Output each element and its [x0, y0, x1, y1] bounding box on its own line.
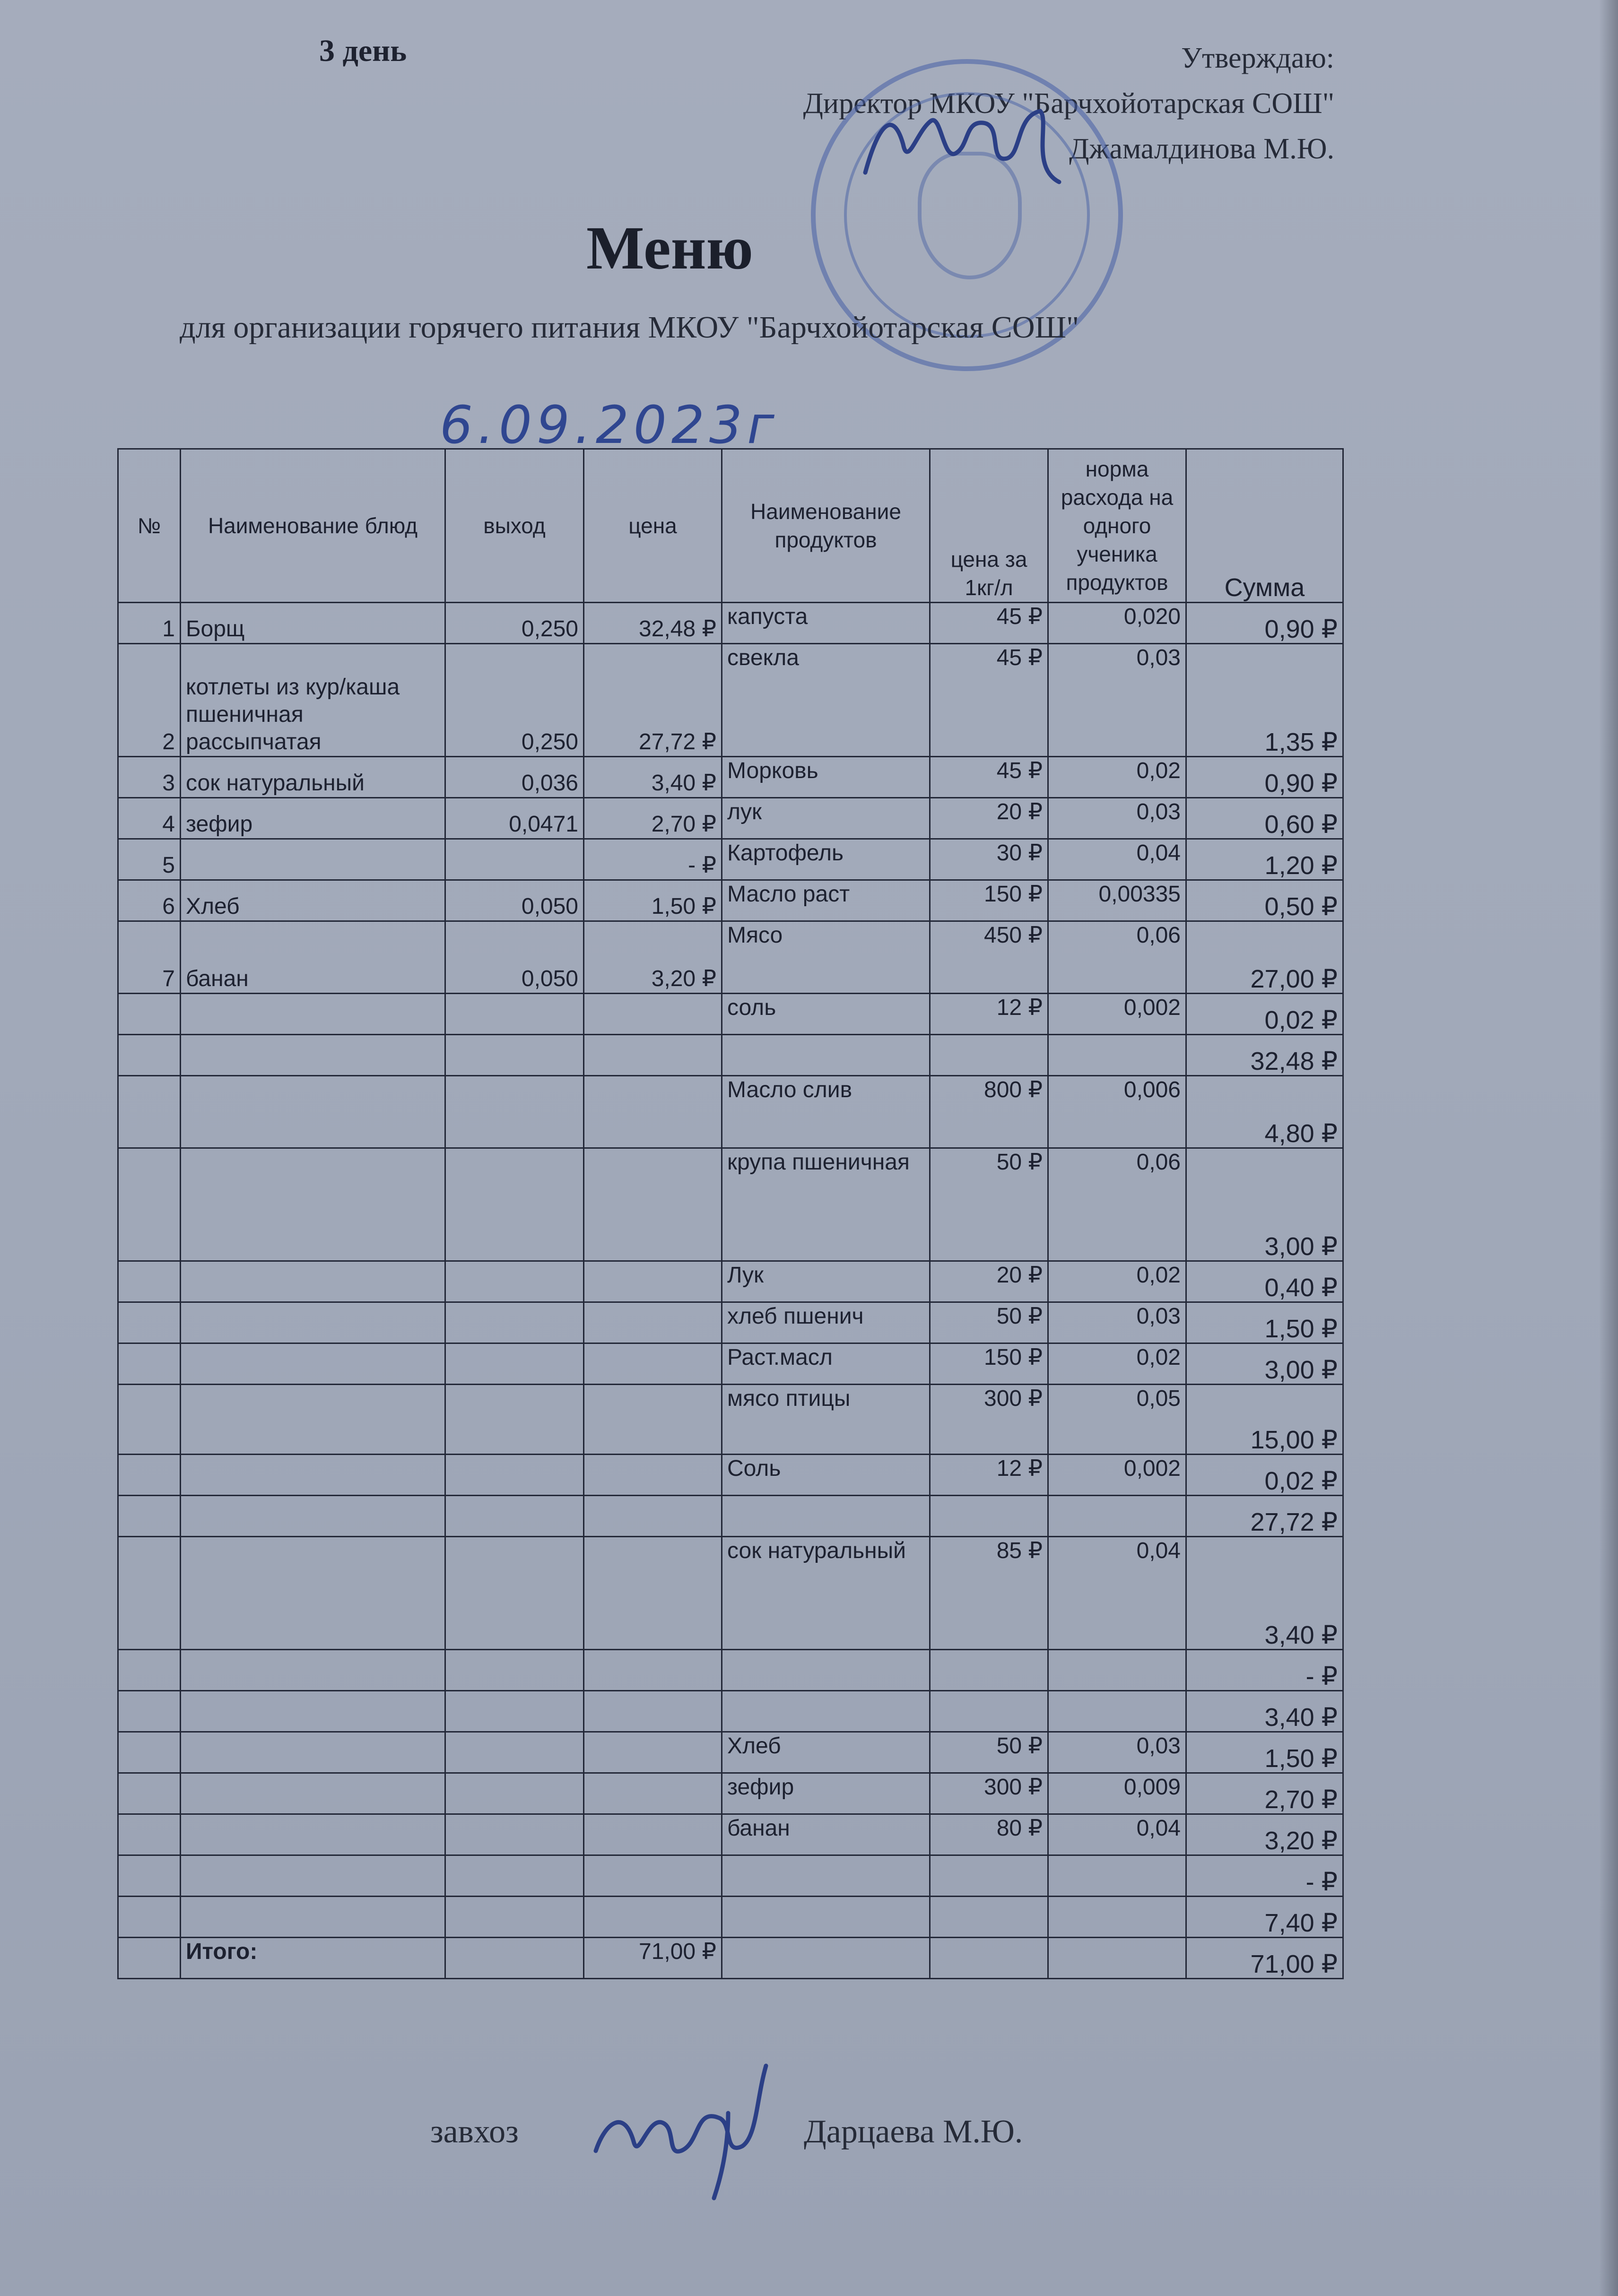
- approver-name: Джамалдинова М.Ю.: [1069, 133, 1334, 165]
- row-norm: [1048, 1650, 1186, 1691]
- table-row: [118, 1455, 1343, 1496]
- row-price-per-kg: 85 ₽: [930, 1537, 1048, 1650]
- row-dish: сок натуральный: [181, 757, 445, 798]
- row-num: [118, 1455, 181, 1496]
- table-row: [118, 603, 1343, 644]
- col-header-dish: Наименование блюд: [181, 449, 445, 603]
- row-sum: 3,00 ₽: [1186, 1148, 1343, 1261]
- row-output: [445, 1496, 584, 1537]
- director-signature: [861, 102, 1064, 191]
- page-subtitle: для организации горячего питания МКОУ "Барчхойотарская СОШ": [180, 310, 1079, 345]
- row-output: [445, 1537, 584, 1650]
- row-output: [445, 1385, 584, 1455]
- row-sum: 32,48 ₽: [1186, 1035, 1343, 1076]
- row-price-per-kg: [930, 1897, 1048, 1938]
- row-num: [118, 1261, 181, 1302]
- row-price: [584, 1773, 722, 1814]
- row-dish: зефир: [181, 798, 445, 839]
- menu-table: [117, 448, 1344, 1979]
- row-price: 32,48 ₽: [584, 603, 722, 644]
- row-num: [118, 1537, 181, 1650]
- row-product: [722, 1035, 930, 1076]
- row-product: свекла: [722, 644, 930, 757]
- row-product: банан: [722, 1814, 930, 1855]
- row-output: [445, 1691, 584, 1732]
- row-num: [118, 1302, 181, 1343]
- row-price: 3,40 ₽: [584, 757, 722, 798]
- row-sum: 0,50 ₽: [1186, 880, 1343, 921]
- row-output: 0,050: [445, 880, 584, 921]
- paper-edge-shadow: [1599, 0, 1618, 2296]
- table-row: [118, 1537, 1343, 1650]
- row-sum: - ₽: [1186, 1855, 1343, 1897]
- total-price: 71,00 ₽: [584, 1938, 722, 1979]
- col-header-norm: норма расхода на одного ученика продуктов: [1048, 449, 1186, 603]
- row-norm: [1048, 1035, 1186, 1076]
- row-dish: [181, 994, 445, 1035]
- row-price-per-kg: 50 ₽: [930, 1302, 1048, 1343]
- row-norm: [1048, 1496, 1186, 1537]
- row-output: [445, 1814, 584, 1855]
- row-norm: 0,04: [1048, 1814, 1186, 1855]
- row-price: 1,50 ₽: [584, 880, 722, 921]
- row-price-per-kg: [930, 1650, 1048, 1691]
- row-dish: [181, 1148, 445, 1261]
- table-row: [118, 1897, 1343, 1938]
- row-output: [445, 1650, 584, 1691]
- row-num: 4: [118, 798, 181, 839]
- row-sum: 0,60 ₽: [1186, 798, 1343, 839]
- row-sum: 27,72 ₽: [1186, 1496, 1343, 1537]
- col-header-sum: Сумма: [1186, 449, 1343, 603]
- row-product: [722, 1496, 930, 1537]
- row-product: [722, 1855, 930, 1897]
- row-num: 3: [118, 757, 181, 798]
- row-price-per-kg: 20 ₽: [930, 1261, 1048, 1302]
- row-price-per-kg: [930, 1855, 1048, 1897]
- table-row: [118, 1732, 1343, 1773]
- row-sum: 3,40 ₽: [1186, 1537, 1343, 1650]
- table-row: [118, 994, 1343, 1035]
- row-price: - ₽: [584, 839, 722, 880]
- total-price-per-kg-cell: [930, 1938, 1048, 1979]
- table-row: [118, 1302, 1343, 1343]
- row-num: [118, 1855, 181, 1897]
- row-output: [445, 1035, 584, 1076]
- row-price-per-kg: 45 ₽: [930, 603, 1048, 644]
- row-output: [445, 1455, 584, 1496]
- table-row: [118, 1261, 1343, 1302]
- row-output: [445, 1732, 584, 1773]
- row-dish: [181, 1302, 445, 1343]
- row-product: Картофель: [722, 839, 930, 880]
- row-norm: 0,05: [1048, 1385, 1186, 1455]
- row-price: [584, 1496, 722, 1537]
- row-product: Масло слив: [722, 1076, 930, 1148]
- row-price-per-kg: 50 ₽: [930, 1732, 1048, 1773]
- row-num: [118, 1732, 181, 1773]
- table-row: [118, 1773, 1343, 1814]
- table-row: [118, 880, 1343, 921]
- row-norm: 0,002: [1048, 1455, 1186, 1496]
- row-dish: [181, 839, 445, 880]
- row-dish: [181, 1691, 445, 1732]
- row-sum: 27,00 ₽: [1186, 921, 1343, 994]
- table-row: [118, 1148, 1343, 1261]
- row-dish: [181, 1537, 445, 1650]
- row-num: [118, 1814, 181, 1855]
- row-sum: 1,20 ₽: [1186, 839, 1343, 880]
- row-sum: 2,70 ₽: [1186, 1773, 1343, 1814]
- row-dish: Хлеб: [181, 880, 445, 921]
- table-body: [118, 603, 1343, 1938]
- row-product: мясо птицы: [722, 1385, 930, 1455]
- row-price: [584, 994, 722, 1035]
- row-sum: 0,02 ₽: [1186, 1455, 1343, 1496]
- total-sum: 71,00 ₽: [1186, 1938, 1343, 1979]
- row-output: [445, 1302, 584, 1343]
- row-product: [722, 1897, 930, 1938]
- row-price-per-kg: 300 ₽: [930, 1385, 1048, 1455]
- row-product: лук: [722, 798, 930, 839]
- col-header-price-per-kg: цена за 1кг/л: [930, 449, 1048, 603]
- row-sum: 7,40 ₽: [1186, 1897, 1343, 1938]
- row-price: [584, 1537, 722, 1650]
- row-dish: [181, 1814, 445, 1855]
- row-price: [584, 1076, 722, 1148]
- row-output: [445, 1897, 584, 1938]
- row-norm: 0,009: [1048, 1773, 1186, 1814]
- row-price: [584, 1455, 722, 1496]
- row-num: [118, 1076, 181, 1148]
- row-product: Соль: [722, 1455, 930, 1496]
- footer-name: Дарцаева М.Ю.: [804, 2114, 1023, 2150]
- row-price: [584, 1035, 722, 1076]
- row-price-per-kg: 150 ₽: [930, 1343, 1048, 1385]
- total-product-cell: [722, 1938, 930, 1979]
- row-price-per-kg: 150 ₽: [930, 880, 1048, 921]
- row-dish: [181, 1261, 445, 1302]
- row-price: [584, 1855, 722, 1897]
- row-price: [584, 1691, 722, 1732]
- row-output: [445, 1343, 584, 1385]
- row-dish: [181, 1496, 445, 1537]
- row-sum: 3,40 ₽: [1186, 1691, 1343, 1732]
- row-price-per-kg: [930, 1496, 1048, 1537]
- col-header-output: выход: [445, 449, 584, 603]
- row-sum: - ₽: [1186, 1650, 1343, 1691]
- row-product: Масло раст: [722, 880, 930, 921]
- row-product: Лук: [722, 1261, 930, 1302]
- table-row: [118, 757, 1343, 798]
- row-norm: [1048, 1691, 1186, 1732]
- row-output: [445, 1855, 584, 1897]
- row-num: [118, 1385, 181, 1455]
- approver-position: Директор МКОУ "Барчхойотарская СОШ": [803, 87, 1334, 120]
- row-output: 0,250: [445, 603, 584, 644]
- row-price: [584, 1148, 722, 1261]
- row-output: [445, 1773, 584, 1814]
- approve-label: Утверждаю:: [1181, 42, 1334, 74]
- table-row: [118, 1496, 1343, 1537]
- row-norm: 0,03: [1048, 1732, 1186, 1773]
- row-norm: 0,03: [1048, 798, 1186, 839]
- row-num: [118, 1148, 181, 1261]
- row-dish: [181, 1455, 445, 1496]
- row-price: [584, 1302, 722, 1343]
- row-dish: котлеты из кур/каша пшеничная рассыпчатая: [181, 644, 445, 757]
- row-num: [118, 1897, 181, 1938]
- row-price-per-kg: 800 ₽: [930, 1076, 1048, 1148]
- row-price: 2,70 ₽: [584, 798, 722, 839]
- row-output: [445, 1261, 584, 1302]
- table-row: [118, 839, 1343, 880]
- row-price: [584, 1897, 722, 1938]
- total-num-cell: [118, 1938, 181, 1979]
- row-num: 7: [118, 921, 181, 994]
- row-num: [118, 1035, 181, 1076]
- handwritten-date: 6.09.2023г: [440, 395, 779, 455]
- row-dish: [181, 1650, 445, 1691]
- row-sum: 0,90 ₽: [1186, 603, 1343, 644]
- table-row: [118, 1814, 1343, 1855]
- row-num: [118, 1691, 181, 1732]
- row-num: [118, 1650, 181, 1691]
- row-price: [584, 1385, 722, 1455]
- row-sum: 3,20 ₽: [1186, 1814, 1343, 1855]
- row-product: Мясо: [722, 921, 930, 994]
- table-row: [118, 1691, 1343, 1732]
- row-price: [584, 1732, 722, 1773]
- row-output: [445, 1148, 584, 1261]
- supply-manager-signature: [586, 2047, 785, 2208]
- row-norm: 0,020: [1048, 603, 1186, 644]
- table-row: [118, 1076, 1343, 1148]
- row-output: [445, 839, 584, 880]
- row-norm: [1048, 1897, 1186, 1938]
- table-row: [118, 921, 1343, 994]
- row-dish: Борщ: [181, 603, 445, 644]
- row-num: [118, 1773, 181, 1814]
- table-row: [118, 1855, 1343, 1897]
- row-norm: [1048, 1855, 1186, 1897]
- total-norm-cell: [1048, 1938, 1186, 1979]
- row-product: Хлеб: [722, 1732, 930, 1773]
- row-norm: 0,02: [1048, 1261, 1186, 1302]
- row-sum: 0,02 ₽: [1186, 994, 1343, 1035]
- row-sum: 0,90 ₽: [1186, 757, 1343, 798]
- row-norm: 0,02: [1048, 757, 1186, 798]
- row-output: [445, 1076, 584, 1148]
- row-product: Раст.масл: [722, 1343, 930, 1385]
- row-price: 27,72 ₽: [584, 644, 722, 757]
- row-norm: 0,04: [1048, 839, 1186, 880]
- row-sum: 4,80 ₽: [1186, 1076, 1343, 1148]
- row-output: 0,036: [445, 757, 584, 798]
- row-price-per-kg: 80 ₽: [930, 1814, 1048, 1855]
- row-price-per-kg: 45 ₽: [930, 644, 1048, 757]
- row-num: 2: [118, 644, 181, 757]
- row-price-per-kg: [930, 1035, 1048, 1076]
- row-price: [584, 1814, 722, 1855]
- row-price: [584, 1650, 722, 1691]
- row-norm: 0,04: [1048, 1537, 1186, 1650]
- row-output: 0,250: [445, 644, 584, 757]
- row-product: капуста: [722, 603, 930, 644]
- row-dish: [181, 1343, 445, 1385]
- row-norm: 0,00335: [1048, 880, 1186, 921]
- row-price-per-kg: 50 ₽: [930, 1148, 1048, 1261]
- table-row: [118, 1385, 1343, 1455]
- row-product: Морковь: [722, 757, 930, 798]
- row-product: соль: [722, 994, 930, 1035]
- row-num: [118, 1343, 181, 1385]
- col-header-num: №: [118, 449, 181, 603]
- row-sum: 15,00 ₽: [1186, 1385, 1343, 1455]
- row-product: сок натуральный: [722, 1537, 930, 1650]
- row-price: [584, 1343, 722, 1385]
- row-norm: 0,03: [1048, 1302, 1186, 1343]
- row-norm: 0,06: [1048, 1148, 1186, 1261]
- row-sum: 1,50 ₽: [1186, 1302, 1343, 1343]
- row-product: зефир: [722, 1773, 930, 1814]
- row-num: 1: [118, 603, 181, 644]
- row-dish: банан: [181, 921, 445, 994]
- row-price-per-kg: 450 ₽: [930, 921, 1048, 994]
- row-dish: [181, 1732, 445, 1773]
- row-dish: [181, 1385, 445, 1455]
- row-num: [118, 1496, 181, 1537]
- col-header-product: Наименование продуктов: [722, 449, 930, 603]
- row-product: [722, 1650, 930, 1691]
- day-label: 3 день: [319, 34, 407, 68]
- row-output: 0,050: [445, 921, 584, 994]
- row-price-per-kg: 30 ₽: [930, 839, 1048, 880]
- row-price-per-kg: 20 ₽: [930, 798, 1048, 839]
- row-product: хлеб пшенич: [722, 1302, 930, 1343]
- row-norm: 0,006: [1048, 1076, 1186, 1148]
- row-price-per-kg: 12 ₽: [930, 1455, 1048, 1496]
- table-row: [118, 1343, 1343, 1385]
- row-norm: 0,06: [1048, 921, 1186, 994]
- row-norm: 0,02: [1048, 1343, 1186, 1385]
- row-price: [584, 1261, 722, 1302]
- row-num: 5: [118, 839, 181, 880]
- footer-role: завхоз: [430, 2114, 519, 2150]
- row-price-per-kg: [930, 1691, 1048, 1732]
- row-norm: 0,002: [1048, 994, 1186, 1035]
- table-row: [118, 1035, 1343, 1076]
- col-header-price: цена: [584, 449, 722, 603]
- row-dish: [181, 1897, 445, 1938]
- table-header-row: [118, 449, 1343, 603]
- row-sum: 1,35 ₽: [1186, 644, 1343, 757]
- row-price-per-kg: 45 ₽: [930, 757, 1048, 798]
- page-title: Меню: [586, 214, 753, 282]
- row-dish: [181, 1855, 445, 1897]
- total-row: [118, 1938, 1343, 1979]
- total-label: Итого:: [181, 1938, 445, 1979]
- row-dish: [181, 1773, 445, 1814]
- row-dish: [181, 1076, 445, 1148]
- row-product: [722, 1691, 930, 1732]
- row-dish: [181, 1035, 445, 1076]
- row-sum: 1,50 ₽: [1186, 1732, 1343, 1773]
- row-price-per-kg: 300 ₽: [930, 1773, 1048, 1814]
- row-num: [118, 994, 181, 1035]
- row-num: 6: [118, 880, 181, 921]
- total-output-cell: [445, 1938, 584, 1979]
- row-output: 0,0471: [445, 798, 584, 839]
- table-row: [118, 1650, 1343, 1691]
- row-product: крупа пшеничная: [722, 1148, 930, 1261]
- row-output: [445, 994, 584, 1035]
- table-row: [118, 644, 1343, 757]
- row-norm: 0,03: [1048, 644, 1186, 757]
- row-price: 3,20 ₽: [584, 921, 722, 994]
- row-sum: 0,40 ₽: [1186, 1261, 1343, 1302]
- row-price-per-kg: 12 ₽: [930, 994, 1048, 1035]
- table-row: [118, 798, 1343, 839]
- row-sum: 3,00 ₽: [1186, 1343, 1343, 1385]
